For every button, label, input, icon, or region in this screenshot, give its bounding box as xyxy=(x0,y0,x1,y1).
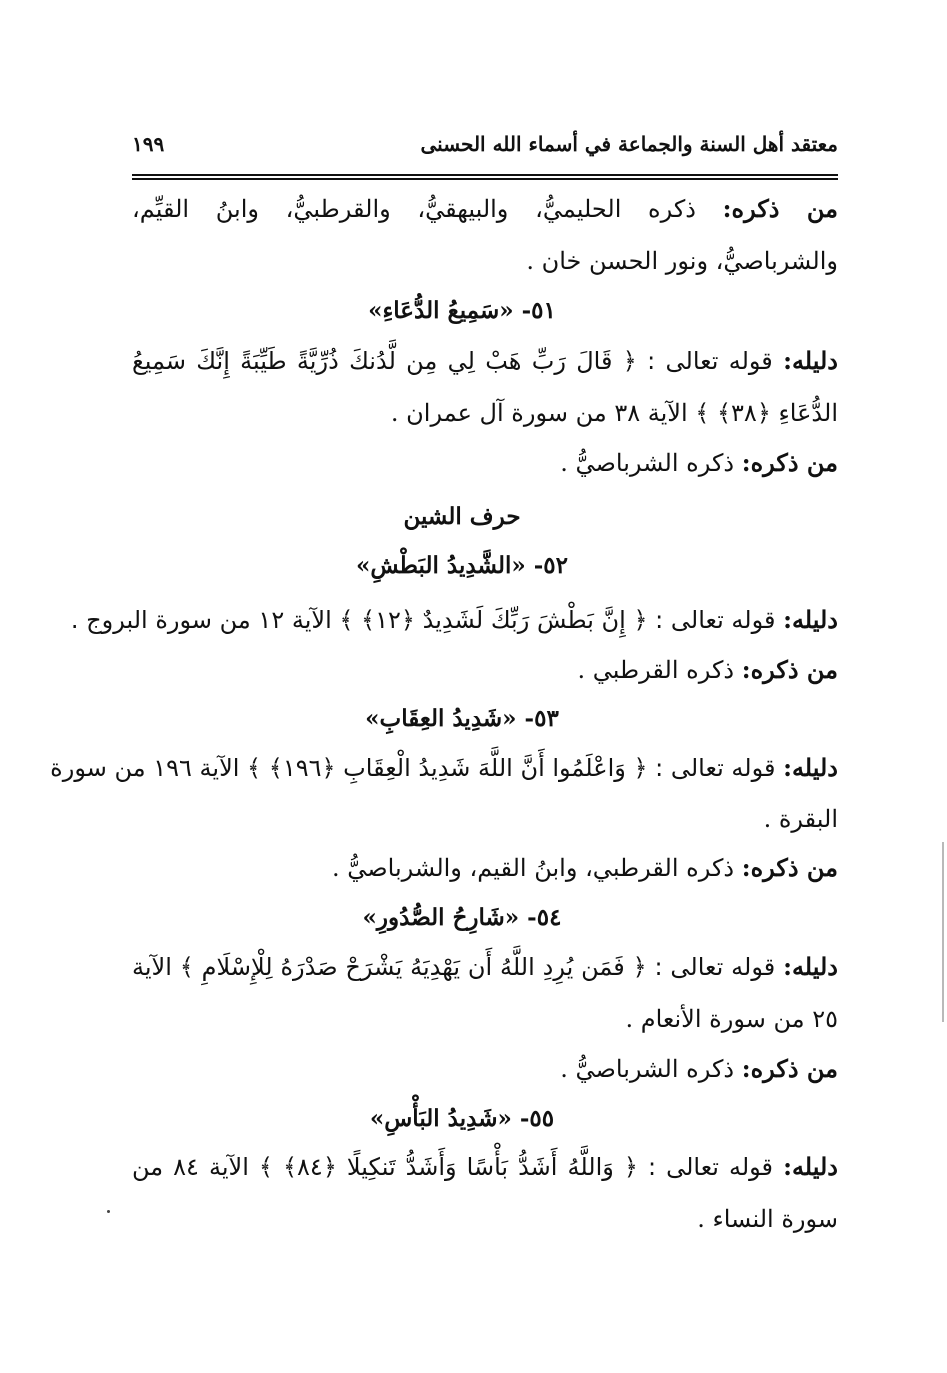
proof-51-line-1 xyxy=(132,345,838,377)
intro-label: من ذكره: xyxy=(722,194,838,223)
proof-52-label: دليله: xyxy=(783,605,838,634)
proof-52-text: قوله تعالى : ﴿ إِنَّ بَطْشَ رَبِّكَ لَشَدِيدٌ ﴿١٢﴾ ﴾ الآية ١٢ من سورة البروج . xyxy=(70,606,776,634)
intro-text-1: ذكره الحليميُّ، والبيهقيُّ، والقرطبيُّ، وابنُ القيِّم، xyxy=(132,195,696,223)
section-title-53: ٥٣- «شَدِيدُ العِقَابِ» xyxy=(365,705,559,732)
source-53-label: من ذكره: xyxy=(741,853,838,882)
proof-51-text-1: قوله تعالى : ﴿ قَالَ رَبِّ هَبْ لِي مِن لَّدُنكَ ذُرِّيَّةً طَيِّبَةً إِنَّكَ سَمِيعُ xyxy=(132,347,773,375)
letter-heading: حرف الشين xyxy=(403,503,521,530)
proof-54-label: دليله: xyxy=(783,952,838,981)
source-54-text: ذكره الشرباصيُّ . xyxy=(560,1055,735,1083)
source-53-line xyxy=(132,852,838,884)
scan-dot xyxy=(107,1210,110,1213)
intro-line-2: والشرباصيُّ، ونور الحسن خان . xyxy=(526,247,838,275)
page-number: ١٩٩ xyxy=(132,132,165,156)
page-header xyxy=(132,128,838,168)
proof-55-line-2: سورة النساء . xyxy=(697,1205,838,1233)
proof-51-line-2: الدُّعَاءِ ﴿٣٨﴾ ﴾ الآية ٣٨ من سورة آل عمران . xyxy=(390,399,838,427)
source-51-label: من ذكره: xyxy=(741,448,838,477)
proof-53-label: دليله: xyxy=(783,753,838,782)
source-54-label: من ذكره: xyxy=(741,1054,838,1083)
scan-edge-mark xyxy=(942,842,944,1022)
running-title: معتقد أهل السنة والجماعة في أسماء الله الحسنى xyxy=(420,132,838,156)
proof-51-label: دليله: xyxy=(783,346,838,375)
proof-53-line-1 xyxy=(50,752,838,784)
proof-54-line-1 xyxy=(132,951,838,983)
source-54-line xyxy=(132,1053,838,1085)
proof-55-text-1: قوله تعالى : ﴿ وَاللَّهُ أَشَدُّ بَأْسًا وَأَشَدُّ تَنكِيلًا ﴿٨٤﴾ ﴾ الآية ٨٤ من xyxy=(132,1153,774,1181)
proof-53-text-1: قوله تعالى : ﴿ وَاعْلَمُوا أَنَّ اللَّهَ شَدِيدُ الْعِقَابِ ﴿١٩٦﴾ ﴾ الآية ١٩٦ من سورة xyxy=(50,754,776,782)
header-divider-bottom xyxy=(132,178,838,180)
source-52-line xyxy=(132,654,838,686)
proof-55-label: دليله: xyxy=(783,1152,838,1181)
source-52-text: ذكره القرطبي . xyxy=(577,656,735,684)
header-divider-top xyxy=(132,174,838,176)
proof-53-line-2: البقرة . xyxy=(763,805,838,833)
source-53-text: ذكره القرطبي، وابنُ القيم، والشرباصيُّ . xyxy=(332,854,735,882)
section-title-54: ٥٤- «شَارِحُ الصُّدُورِ» xyxy=(362,904,562,931)
intro-line-1 xyxy=(132,193,838,225)
proof-52-line xyxy=(70,604,838,636)
proof-54-line-2: ٢٥ من سورة الأنعام . xyxy=(625,1005,838,1033)
section-title-55: ٥٥- «شَدِيدُ البَأْسِ» xyxy=(369,1105,555,1132)
section-title-51: ٥١- «سَمِيعُ الدُّعَاءِ» xyxy=(368,297,556,324)
section-title-52: ٥٢- «الشَّدِيدُ البَطْشِ» xyxy=(355,552,569,579)
source-52-label: من ذكره: xyxy=(741,655,838,684)
source-51-text: ذكره الشرباصيُّ . xyxy=(560,449,735,477)
proof-55-line-1 xyxy=(132,1151,838,1183)
source-51-line xyxy=(132,447,838,479)
proof-54-text-1: قوله تعالى : ﴿ فَمَن يُرِدِ اللَّهُ أَن يَهْدِيَهُ يَشْرَحْ صَدْرَهُ لِلْإِسْلَامِ ﴾ الآية xyxy=(132,953,776,981)
